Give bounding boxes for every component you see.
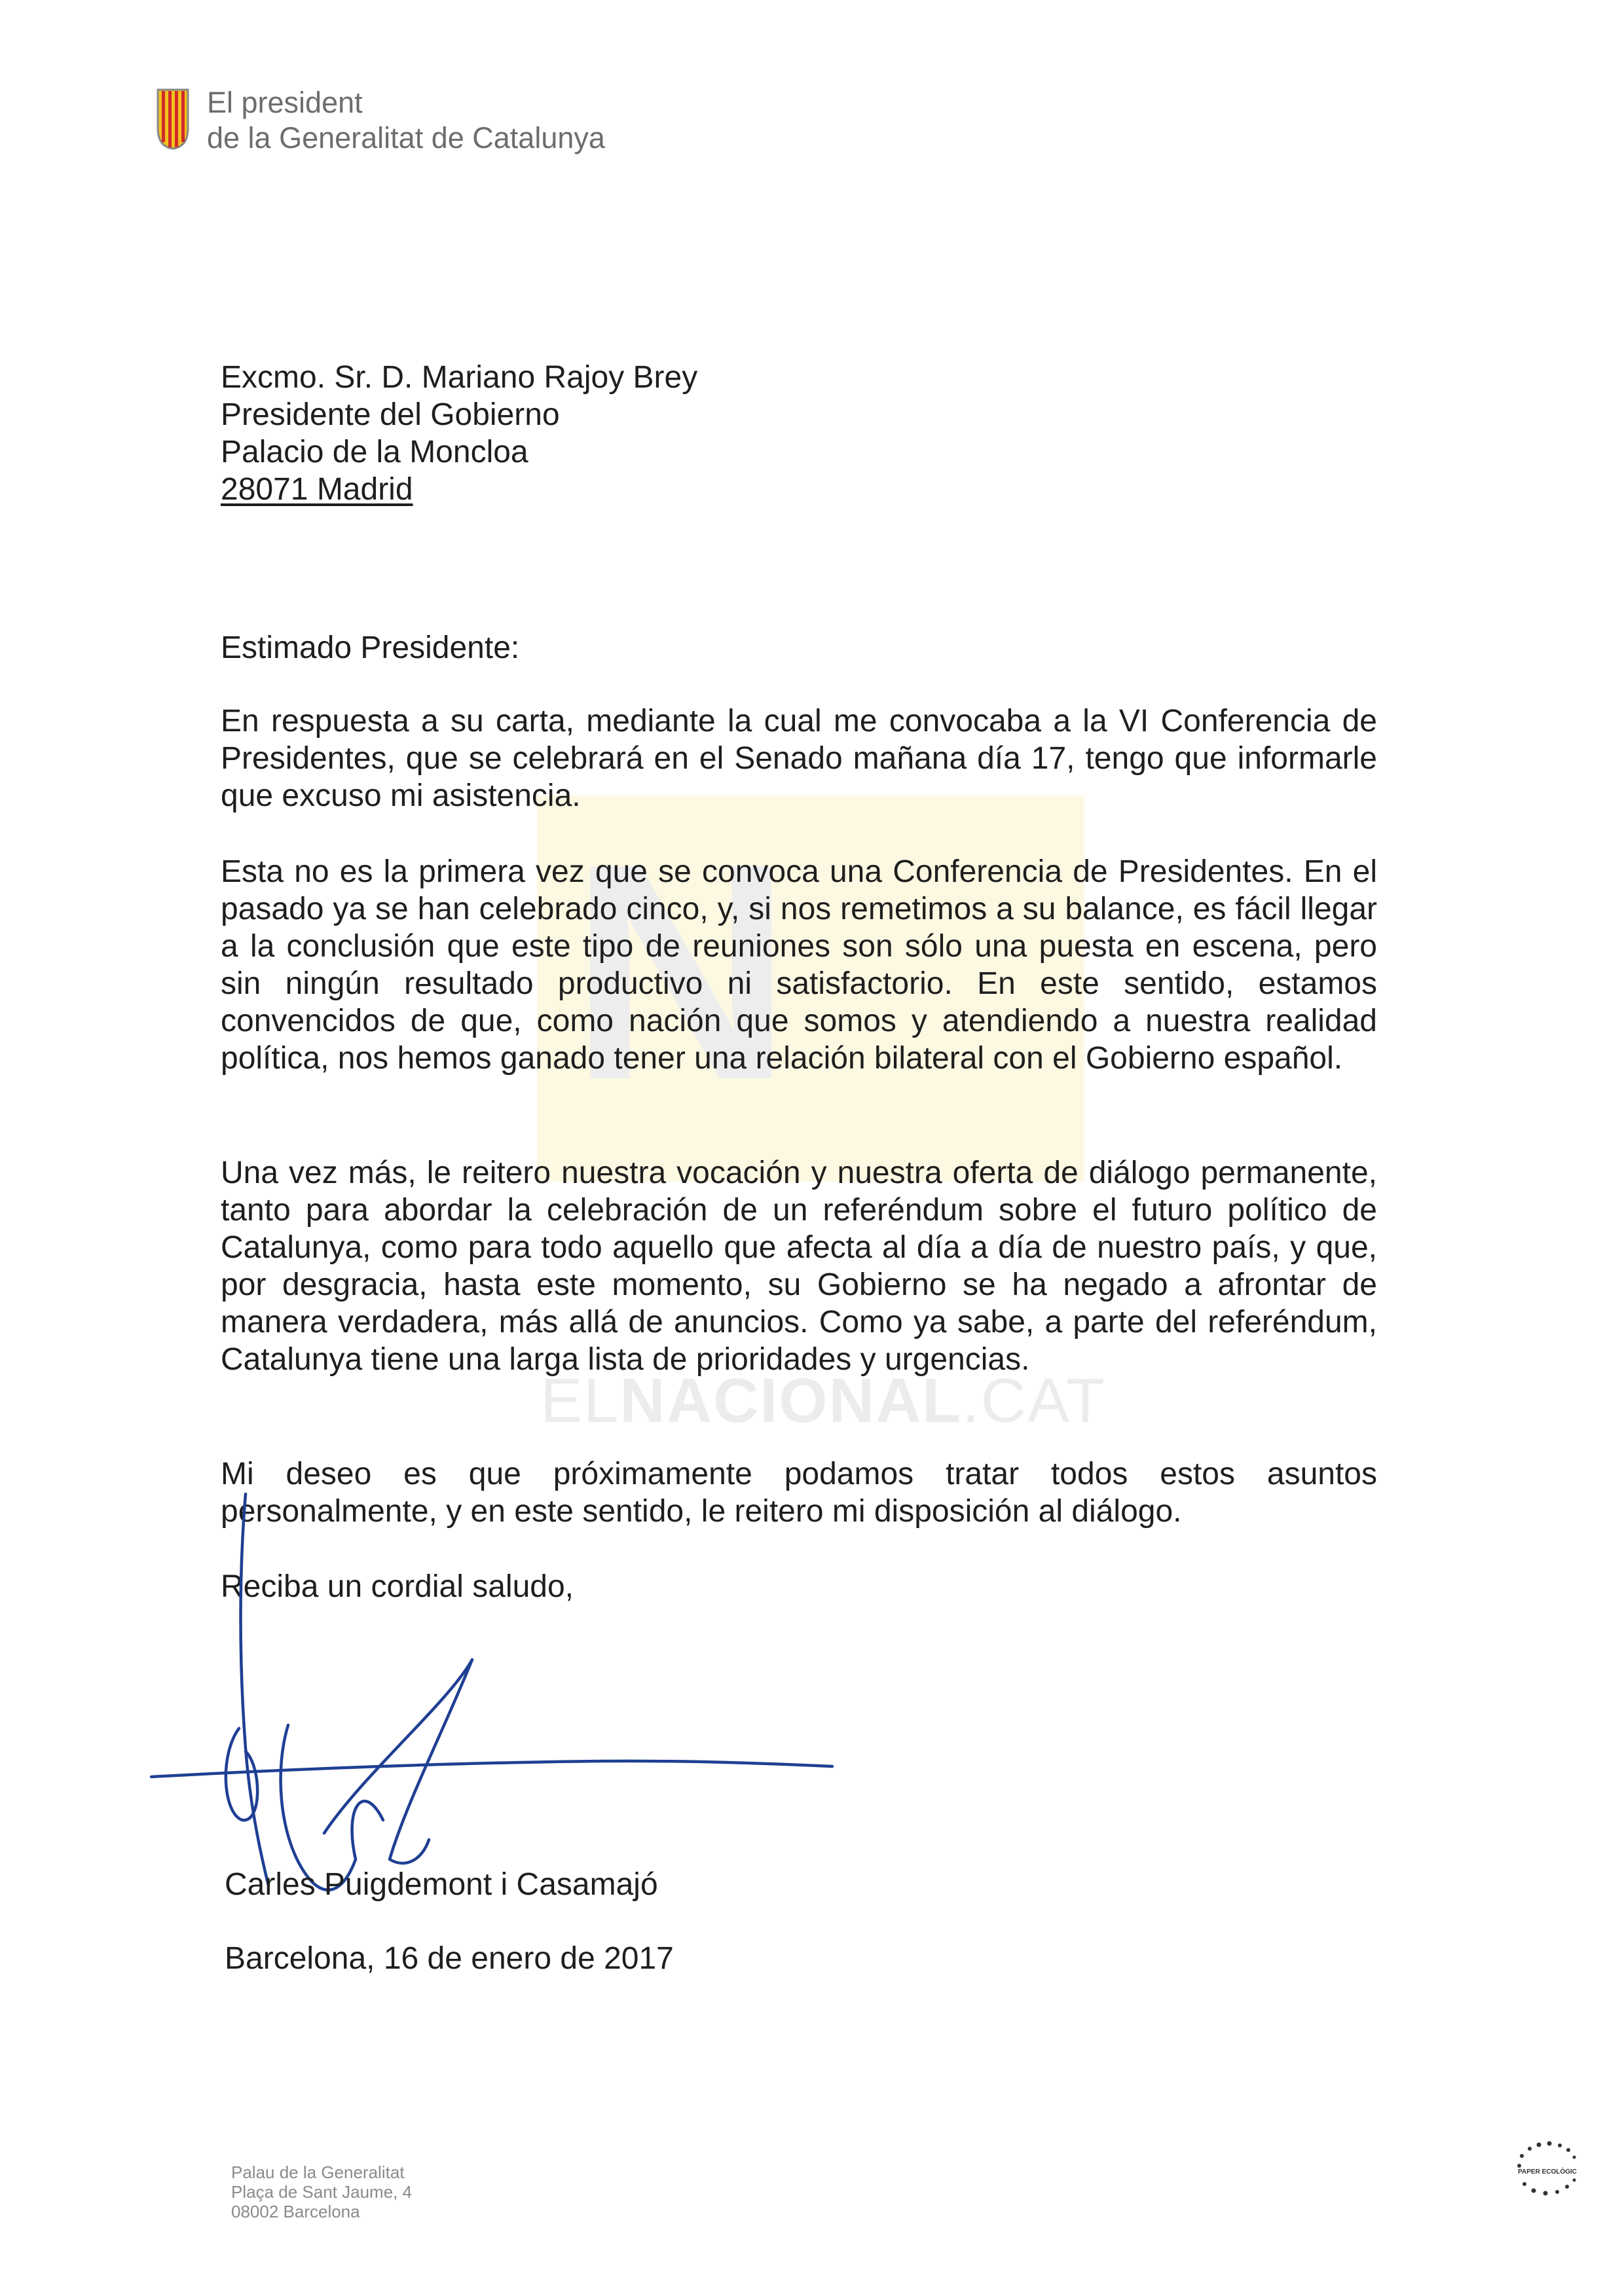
- salutation: Estimado Presidente:: [221, 630, 520, 665]
- recipient-city: 28071 Madrid: [221, 472, 413, 507]
- paragraph-3: Una vez más, le reitero nuestra vocación y nuestra oferta de diálogo permanente, tanto para abordar la celebración de un referéndum sobre el futuro político de Catalunya, como para todo aquello que afecta al día a día de nuestro país, y que, por desgracia, hasta este momento, su Gobierno se ha negado a afrontar de manera verdadera, más allá de anuncios. Como ya sabe, a parte del referéndum, Catalunya tiene una larga lista de prioridades y urgencias.: [221, 1156, 1377, 1377]
- letterhead-text: [207, 85, 605, 156]
- footer-line-3: 08002 Barcelona: [231, 2202, 360, 2221]
- paragraph-1: En respuesta a su carta, mediante la cual me convocaba a la VI Conferencia de Presidentes, que se celebrará en el Senado mañana día 17, tengo que informarle que excuso mi asistencia.: [221, 704, 1377, 813]
- place-date: Barcelona, 16 de enero de 2017: [225, 1941, 674, 1976]
- paragraph-4: Mi deseo es que próximamente podamos tratar todos estos asuntos personalmente, y en este sentido, le reitero mi disposición al diálogo.: [221, 1457, 1377, 1529]
- footer-line-1: Palau de la Generalitat: [231, 2162, 405, 2182]
- closing: Reciba un cordial saludo,: [221, 1569, 574, 1604]
- letterhead-line-2: de la Generalitat de Catalunya: [207, 121, 605, 155]
- signer-name: Carles Puigdemont i Casamajó: [225, 1867, 658, 1902]
- paragraph-2: Esta no es la primera vez que se convoca una Conferencia de Presidentes. En el pasado ya se han celebrado cinco, y, si nos remetimos a su balance, es fácil llegar a la conclusión que este tipo de reuniones son sólo una puesta en escena, pero sin ningún resultado productivo ni satisfactorio. En este sentido, estamos convencidos de que, como nación que somos y atendiendo a nuestra realidad política, nos hemos ganado tener una relación bilateral con el Gobierno español.: [221, 854, 1377, 1076]
- watermark-letter: N: [570, 800, 792, 1144]
- watermark-part-3: .CAT: [962, 1366, 1106, 1436]
- recipient-name: Excmo. Sr. D. Mariano Rajoy Brey: [221, 360, 698, 395]
- footer-line-2: Plaça de Sant Jaume, 4: [231, 2182, 413, 2202]
- recipient-title: Presidente del Gobierno: [221, 397, 560, 432]
- footer-address: [231, 2162, 412, 2221]
- handwritten-signature: [147, 1493, 841, 1912]
- eco-label: PAPER ECOLÒGIC: [1518, 2168, 1577, 2176]
- eco-paper-logo-icon: [1505, 2134, 1590, 2206]
- letterhead: [156, 85, 605, 156]
- catalan-shield-icon: [156, 88, 190, 151]
- watermark-part-2: NACIONAL: [619, 1366, 963, 1436]
- recipient-building: Palacio de la Moncloa: [221, 435, 528, 469]
- recipient-address: [221, 359, 697, 508]
- letterhead-line-1: El president: [207, 86, 363, 119]
- watermark-part-1: EL: [540, 1366, 620, 1436]
